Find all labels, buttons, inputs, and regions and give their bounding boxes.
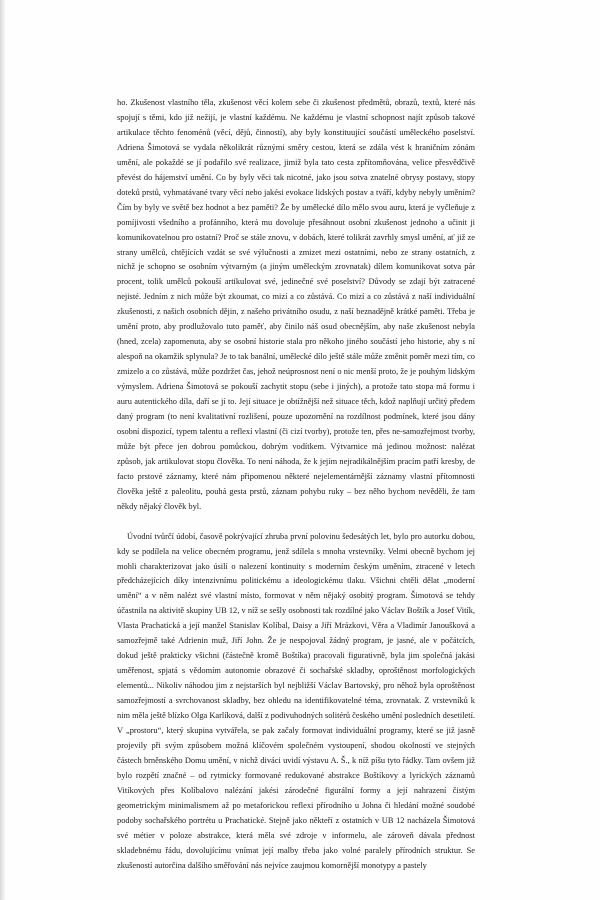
paragraph-1: ho. Zkušenost vlastního těla, zkušenost věcí kolem sebe či zkušenost předmětů, obrazů, textů, které nás spojují s těmi, kdo již nežijí, je vlastní každému. Ne každému je vlastní schopnost najít způsob takové artikulace těchto fenoménů (věcí, dějů, činností), aby byly konstituující součástí uměleckého poselství. Adriena Šimotová se vydala několikrát různými směry cestou, která se zdála vést k hraničním zónám umění, ale pokaždé se jí podařilo své realizace, jimiž byla tato cesta zpřítomňována, velice přesvědčivě převést do hájemství umění. Co by byly věci tak nicotné, jako jsou sotva znatelné obrysy postavy, stopy doteků prstů, vyhmatávané tvary věcí nebo jakési evokace lidských postav a tváří, kdyby nebyly uměním? Čím by byly ve světě bez hodnot a bez paměti? Že by umělecké dílo mělo svou auru, která je vyčleňuje z pomíjivosti všedního a profánního, která mu dovoluje přesáhnout osobní zkušenost jednoho a učinit ji komunikovatelnou pro ostatní? Proč se stále znovu, v dobách, které tolikrát zavrhly smysl umění, ať již ze strany umělců, chtějících vzdát se své výlučnosti a zmizet mezi ostatními, nebo ze strany ostatních, z nichž je schopno se osobním výtvarným (a jiným uměleckým zrovnatak) dílem komunikovat sotva pár procent, tolik umělců pokouší artikulovat své, jedinečné své poselství? Důvody se zdají být zatracené nejisté. Jedním z nich může být zkoumat, co mizí a co zůstává. Co mizí a co zůstává z naší individuální zkušenosti, z našich osobních dějin, z našeho privátního osudu, z naší beznadějně krátké paměti. Třeba je umění proto, aby prodlužovalo tuto paměť, aby činilo náš osud obecnějším, aby naše zkušenost nebyla (hned, zcela) zapomenuta, aby se osobní historie stala pro někoho jiného součástí jeho historie, aby s ní alespoň na okamžik splynula? Je to tak banální, umělecké dílo ještě stále může změnit poměr mezi tím, co zmizelo a co zůstává, může pozdržet čas, jehož neúprosnost není o nic menší proto, že je pouhým lidským výmyslem. Adriena Šimotová se pokouší zachytit stopu (sebe i jiných), a protože tato stopa má formu i auru autentického díla, daří se jí to. Její situace je obtížnější než situace těch, kdož naplňují určitý předem daný program (to není kvalitativní rozlišení, pouze upozornění na rozdílnost podmínek, které jsou dány osobní dispozicí, typem talentu a reflexí vlastní (či cizí tvorby), protože ten, přes ne-samozřejmost tvorby, může být přece jen dobrou pomůckou, dobrým vodítkem. Výtvarnice má jedinou možnost: nalézat způsob, jak artikulovat stopu člověka. To není náhoda, že k jejím nejradikálnějším pracím patří kresby, de facto prstové záznamy, které nám připomenou některé nejelementárnější záznamy vlastní přítomnosti člověka ještě z paleolitu, pouhá gesta prstů, záznam pohybu ruky – bez něho bychom nevěděli, že tam někdy nějaký člověk byl. xyxy=(117,98,475,511)
body-text xyxy=(117,96,475,874)
paragraph-2: Úvodní tvůrčí údobí, časově pokrývající zhruba první polovinu šedesátých let, bylo pro autorku dobou, kdy se podílela na velice obecném programu, jenž sdílela s mnoha vrstevníky. Velmi obecně bychom jej mohli charakterizovat jako úsilí o nalezení kontinuity s moderním českým uměním, ztracené v letech předcházejících díky intenzivnímu politickému a ideologickému tlaku. Všichni chtěli dělat „moderní umění“ a v něm nalézt své vlastní místo, formovat v něm nějaký osobitý program. Šimotová se tehdy účastnila na aktivitě skupiny UB 12, v níž se sešly osobnosti tak rozdílné jako Václav Boštík a Josef Vitík, Vlasta Prachatická a její manžel Stanislav Kolíbal, Daisy a Jiří Mrázkovi, Věra a Vladimír Janoušková a samozřejmě také Adrienin muž, Jiří John. Že je nespojoval žádný program, je jasné, ale v počátcích, dokud ještě prakticky všichni (částečně kromě Boštíka) pracovali figurativně, byla jim společná jakási uměřenost, spjatá s vědomím autonomie obrazové či sochařské skladby, oproštěnost morfologických elementů... Nikoliv náhodou jim z nejstarších byl nejbližší Václav Bartovský, pro něhož byla oproštěnost samozřejmostí a svrchovanost skladby, bez ohledu na identifikovatelné téma, zrovnatak. Z vrstevníků k nim měla ještě blízko Olga Karlíková, další z podivuhodných solitérů českého umění posledních desetiletí. V „prostoru“, který skupina vytvářela, se pak začaly formovat individuální programy, které se již jasně projevily při svým způsobem možná klíčovém společném vystoupení, shodou okolností ve stejných částech brněnského Domu umění, v nichž diváci uvidí výstavu A. Š., k níž píšu tyto řádky. Tam ovšem již bylo rozpětí značné – od rytmicky formované redukované abstrakce Boštíkovy a lyrických záznamů Vitíkových přes Kolíbalovo nalézání jakési zárodečné figurální formy a její nahrazení čistým geometrickým minimalismem až po metaforickou reflexi přírodního u Johna či hledání možné soudobé podoby sochařského portrétu u Prachatické. Stejně jako někteří z ostatních v UB 12 nacházela Šimotová své métier v poloze abstrakce, která měla své zdroje v informelu, ale zároveň dávala přednost skladebnému řádu, dovolujícímu vnímat její malby třeba jako volné paralely přírodních struktur. Se zkušeností autorčina dalšího směřování nás nejvíce zaujmou komornější monotypy a pastely xyxy=(117,531,475,870)
page-gutter-shadow xyxy=(0,0,6,900)
